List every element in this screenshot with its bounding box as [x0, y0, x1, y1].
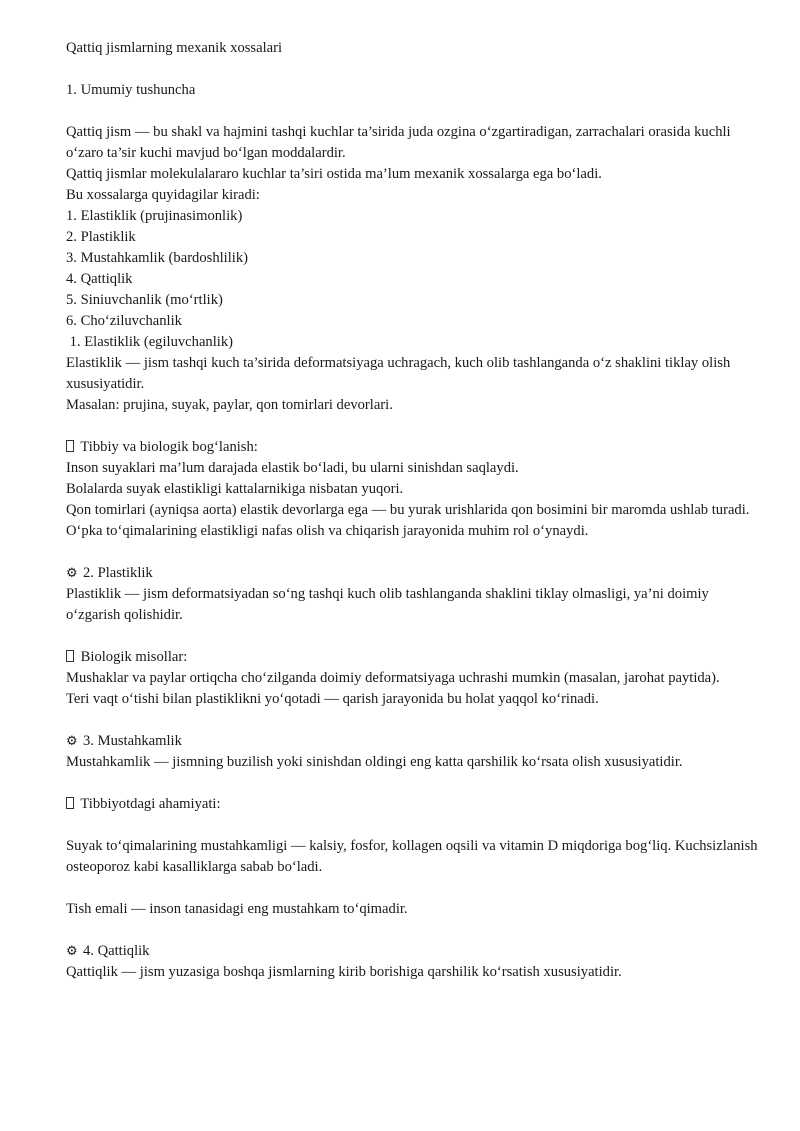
gear-icon: ⚙ — [66, 734, 78, 749]
missing-glyph-icon — [66, 650, 74, 662]
list-item: 1. Elastiklik (prujinasimonlik) — [66, 208, 243, 224]
plastic-bio-heading: Biologik misollar: — [80, 649, 188, 665]
list-item: Teri vaqt o‘tishi bilan plastiklikni yo‘qotadi — qarish jarayonida bu holat yaqqol ko‘rinadi. — [66, 691, 599, 707]
spacer — [66, 416, 766, 437]
strength-med-paragraph-1: Suyak to‘qimalarining mustahkamligi — kalsiy, fosfor, kollagen oqsili va vitamin D miqdoriga bog‘liq. Kuchsizlanish osteoporoz kabi kasalliklarga sabab bo‘ladi. — [66, 838, 758, 875]
gear-icon: ⚙ — [66, 944, 78, 959]
document-title: Qattiq jismlarning mexanik xossalari — [66, 40, 283, 56]
document-page — [66, 38, 766, 983]
spacer — [66, 59, 766, 80]
spacer — [66, 815, 766, 836]
spacer — [66, 773, 766, 794]
list-item: Inson suyaklari ma’lum darajada elastik bo‘ladi, bu ularni sinishdan saqlaydi. — [66, 460, 519, 476]
gear-icon: ⚙ — [66, 566, 78, 581]
strength-med-heading-row — [66, 794, 766, 815]
plastic-heading-row — [66, 563, 766, 584]
plastic-bio-heading-row — [66, 647, 766, 668]
list-item: 3. Mustahkamlik (bardoshlilik) — [66, 250, 248, 266]
spacer — [66, 878, 766, 899]
spacer — [66, 542, 766, 563]
list-item: Bolalarda suyak elastikligi kattalarnikiga nisbatan yuqori. — [66, 481, 404, 497]
elastic-definition: Elastiklik — jism tashqi kuch ta’sirida deformatsiyaga uchragach, kuch olib tashlanganda o‘z shaklini tiklay olish xususiyatidir. — [66, 355, 731, 392]
intro-paragraph-3: Bu xossalarga quyidagilar kiradi: — [66, 187, 260, 203]
section-heading-plastic: 2. Plastiklik — [83, 565, 153, 581]
list-item: 5. Siniuvchanlik (mo‘rtlik) — [66, 292, 223, 308]
hardness-definition: Qattiqlik — jism yuzasiga boshqa jismlarning kirib borishiga qarshilik ko‘rsatish xususiyatidir. — [66, 964, 622, 980]
spacer — [66, 626, 766, 647]
spacer — [66, 101, 766, 122]
strength-heading-row — [66, 731, 766, 752]
section-heading-hardness: 4. Qattiqlik — [83, 943, 150, 959]
elastic-bio-heading-row — [66, 437, 766, 458]
list-item: Mushaklar va paylar ortiqcha cho‘zilganda doimiy deformatsiyaga uchrashi mumkin (masalan, jarohat paytida). — [66, 670, 720, 686]
intro-paragraph-2: Qattiq jismlar molekulalararo kuchlar ta’siri ostida ma’lum mexanik xossalarga ega bo‘ladi. — [66, 166, 602, 182]
list-item: O‘pka to‘qimalarining elastikligi nafas olish va chiqarish jarayonida muhim rol o‘ynaydi. — [66, 523, 589, 539]
section-heading-elastic: 1. Elastiklik (egiluvchanlik) — [66, 334, 233, 350]
missing-glyph-icon — [66, 440, 74, 452]
strength-med-paragraph-2: Tish emali — inson tanasidagi eng mustahkam to‘qimadir. — [66, 901, 408, 917]
elastic-examples: Masalan: prujina, suyak, paylar, qon tomirlari devorlari. — [66, 397, 393, 413]
section-heading-general: 1. Umumiy tushuncha — [66, 82, 196, 98]
list-item: 4. Qattiqlik — [66, 271, 133, 287]
missing-glyph-icon — [66, 797, 74, 809]
hardness-heading-row — [66, 941, 766, 962]
plastic-definition: Plastiklik — jism deformatsiyadan so‘ng tashqi kuch olib tashlanganda shaklini tiklay olmasligi, ya’ni doimiy o‘zgarish qolishidir. — [66, 586, 709, 623]
spacer — [66, 920, 766, 941]
section-heading-strength: 3. Mustahkamlik — [83, 733, 182, 749]
list-item: 2. Plastiklik — [66, 229, 136, 245]
list-item: Qon tomirlari (ayniqsa aorta) elastik devorlarga ega — bu yurak urishlarida qon bosimini bir maromda ushlab turadi. — [66, 502, 750, 518]
elastic-bio-heading: Tibbiy va biologik bog‘lanish: — [80, 439, 258, 455]
spacer — [66, 710, 766, 731]
list-item: 6. Cho‘ziluvchanlik — [66, 313, 182, 329]
strength-definition: Mustahkamlik — jismning buzilish yoki sinishdan oldingi eng katta qarshilik ko‘rsata olish xususiyatidir. — [66, 754, 683, 770]
intro-paragraph-1: Qattiq jism — bu shakl va hajmini tashqi kuchlar ta’sirida juda ozgina o‘zgartiradigan, zarrachalari orasida kuchli o‘zaro ta’sir kuchi mavjud bo‘lgan moddalardir. — [66, 124, 731, 161]
strength-med-heading: Tibbiyotdagi ahamiyati: — [80, 796, 221, 812]
